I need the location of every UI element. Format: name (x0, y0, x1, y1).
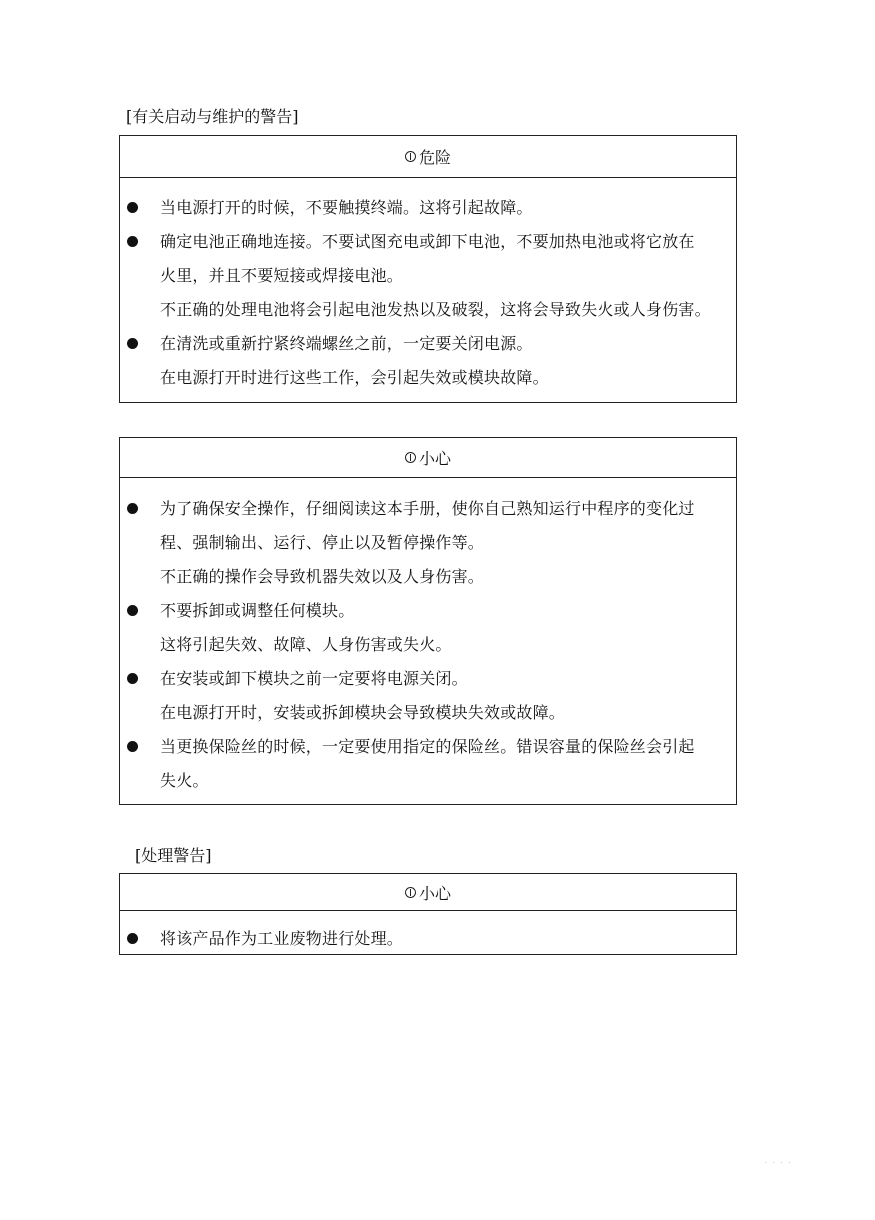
danger-warning-box (119, 135, 737, 403)
list-item-continuation (120, 560, 736, 594)
list-item (120, 492, 736, 526)
list-item-text: 将该产品作为工业废物进行处理。 (160, 929, 404, 948)
section-title-disposal: [处理警告] (135, 846, 212, 865)
list-item (120, 225, 736, 259)
list-item (120, 327, 736, 361)
list-item-text: 当更换保险丝的时候，一定要使用指定的保险丝。错误容量的保险丝会引起 (160, 737, 695, 756)
list-item-continuation (120, 696, 736, 730)
caution-item-list (120, 492, 736, 798)
list-item-continuation (120, 628, 736, 662)
caution-header-label: 小心 (418, 449, 451, 468)
list-item-continuation (120, 259, 736, 293)
list-item-text: 不正确的操作会导致机器失效以及人身伤害。 (160, 567, 485, 586)
caution-circle-icon (405, 452, 416, 463)
bullet-icon (127, 933, 138, 944)
disposal-header-label: 小心 (418, 883, 451, 903)
list-item-text: 在安装或卸下模块之前一定要将电源关闭。 (160, 669, 468, 688)
section-title-startup-maintenance: [有关启动与维护的警告] (126, 107, 299, 126)
list-item (120, 594, 736, 628)
list-item-continuation (120, 526, 736, 560)
list-item-text: 程、强制输出、运行、停止以及暂停操作等。 (160, 533, 485, 552)
bullet-icon (127, 503, 138, 514)
bullet-icon (127, 605, 138, 616)
list-item-continuation (120, 361, 736, 395)
bullet-icon (127, 202, 138, 213)
bullet-icon (127, 338, 138, 349)
danger-header-label: 危险 (418, 148, 451, 167)
list-item-text: 确定电池正确地连接。不要试图充电或卸下电池，不要加热电池或将它放在 (160, 232, 695, 251)
list-item-text: 火里，并且不要短接或焊接电池。 (160, 266, 404, 285)
list-item-text: 在清洗或重新拧紧终端螺丝之前，一定要关闭电源。 (160, 334, 533, 353)
bullet-icon (127, 236, 138, 247)
list-item-text: 当电源打开的时候，不要触摸终端。这将引起故障。 (160, 198, 533, 217)
bullet-icon (127, 741, 138, 752)
danger-item-list (120, 191, 736, 395)
caution-circle-icon (405, 151, 416, 162)
list-item-text: 不正确的处理电池将会引起电池发热以及破裂，这将会导致失火或人身伤害。 (160, 300, 711, 319)
caution-box-header (120, 438, 736, 478)
disposal-caution-box (119, 873, 737, 955)
list-item-text: 不要拆卸或调整任何模块。 (160, 601, 355, 620)
list-item-continuation (120, 764, 736, 798)
list-item-continuation (120, 293, 736, 327)
list-item (120, 730, 736, 764)
list-item-text: 失火。 (160, 771, 209, 790)
bullet-icon (127, 673, 138, 684)
list-item-text: 在电源打开时进行这些工作，会引起失效或模块故障。 (160, 368, 549, 387)
list-item (120, 662, 736, 696)
disposal-box-header (120, 874, 736, 911)
list-item (120, 924, 736, 954)
scan-artifact: · · · · (765, 1160, 793, 1167)
list-item-text: 这将引起失效、故障、人身伤害或失火。 (160, 635, 452, 654)
list-item-text: 为了确保安全操作，仔细阅读这本手册，使你自己熟知运行中程序的变化过 (160, 499, 695, 518)
list-item (120, 191, 736, 225)
list-item-text: 在电源打开时，安装或拆卸模块会导致模块失效或故障。 (160, 703, 566, 722)
caution-circle-icon (405, 887, 416, 898)
danger-box-header (120, 136, 736, 178)
caution-warning-box (119, 437, 737, 805)
disposal-item-list (120, 924, 736, 954)
